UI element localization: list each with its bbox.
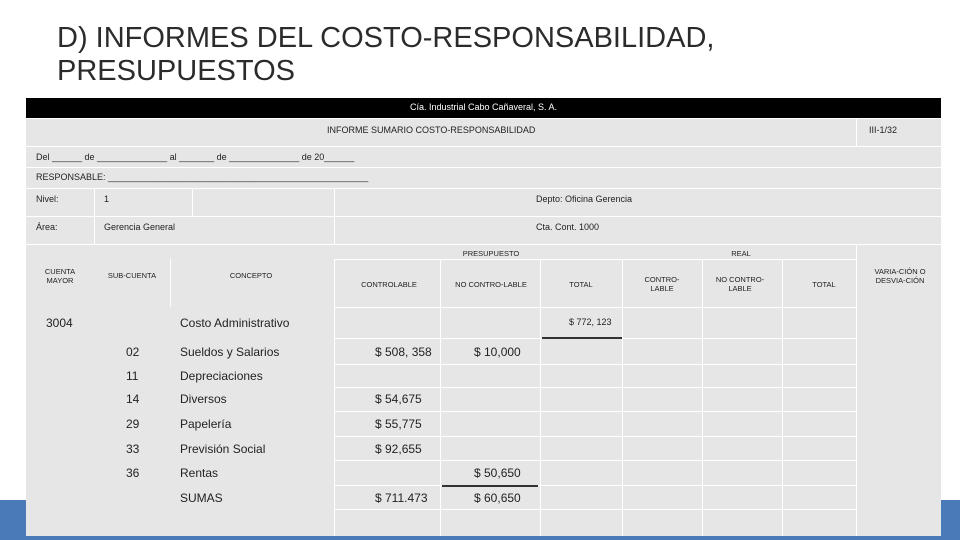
row-concepto: Previsión Social <box>180 442 266 456</box>
row-subcuenta: 02 <box>126 345 140 359</box>
row-controlable: $ 92,655 <box>375 442 422 456</box>
sumas-controlable: $ 711.473 <box>375 491 428 505</box>
col-concepto: CONCEPTO <box>229 271 273 280</box>
main-account-concept: Costo Administrativo <box>180 316 290 330</box>
period-row <box>26 147 941 167</box>
report-code: III-1/32 <box>869 125 898 135</box>
col-total: TOTAL <box>569 280 593 289</box>
row-concepto: Diversos <box>180 392 227 406</box>
nivel-value: 1 <box>104 194 110 204</box>
nivel-label: Nivel: <box>36 194 59 204</box>
area-label: Área: <box>36 222 58 232</box>
report-form <box>26 98 941 536</box>
real-header: REAL <box>731 249 751 258</box>
company-header <box>26 98 941 118</box>
col-sub-cuenta: SUB-CUENTA <box>107 271 157 280</box>
sumas-label: SUMAS <box>180 491 223 505</box>
responsable-row <box>26 168 941 188</box>
row-controlable: $ 54,675 <box>375 392 422 406</box>
report-title: INFORME SUMARIO COSTO-RESPONSABILIDAD <box>327 125 536 135</box>
area-value: Gerencia General <box>104 222 176 232</box>
col-variacion: VARIA-CIÓN O DESVIA-CIÓN <box>874 267 926 285</box>
main-account-total: $ 772, 123 <box>569 317 612 327</box>
row-controlable: $ 55,775 <box>375 417 422 431</box>
row-no-controlable: $ 50,650 <box>474 466 521 480</box>
main-account-number: 3004 <box>46 316 73 330</box>
row-subcuenta: 11 <box>126 369 139 383</box>
cta-label: Cta. Cont. 1000 <box>536 222 600 232</box>
row-concepto: Sueldos y Salarios <box>180 345 280 359</box>
sumas-no-controlable: $ 60,650 <box>474 491 521 505</box>
report-title-row <box>26 119 941 146</box>
company-name: Cía. Industrial Cabo Cañaveral, S. A. <box>409 102 558 112</box>
row-concepto: Papelería <box>180 417 232 431</box>
col-no-controlable: NO CONTRO-LABLE <box>455 280 527 289</box>
col-real-controlable: CONTRO-LABLE <box>644 275 680 293</box>
row-subcuenta: 29 <box>126 417 140 431</box>
row-concepto: Rentas <box>180 466 219 480</box>
slide-title: D) INFORMES DEL COSTO-RESPONSABILIDAD, PRESUPUESTOS <box>57 22 715 87</box>
nivel-row <box>26 189 941 216</box>
row-subcuenta: 14 <box>126 392 140 406</box>
presupuesto-header: PRESUPUESTO <box>462 249 520 258</box>
row-subcuenta: 33 <box>126 442 140 456</box>
row-subcuenta: 36 <box>126 466 140 480</box>
col-controlable: CONTROLABLE <box>361 280 417 289</box>
detail-table <box>26 245 941 536</box>
row-no-controlable: $ 10,000 <box>474 345 521 359</box>
col-real-no-controlable: NO CONTRO-LABLE <box>715 275 765 293</box>
period-line: Del ______ de ______________ al _______ de ______________ de 20______ <box>36 152 355 162</box>
col-real-total: TOTAL <box>812 280 836 289</box>
col-cuenta-mayor: CUENTA MAYOR <box>44 267 76 285</box>
row-concepto: Depreciaciones <box>180 369 263 383</box>
responsable-line: RESPONSABLE: ____________________________________________________ <box>36 172 369 182</box>
depto-label: Depto: Oficina Gerencia <box>536 194 633 204</box>
area-row <box>26 217 941 244</box>
row-controlable: $ 508, 358 <box>375 345 432 359</box>
